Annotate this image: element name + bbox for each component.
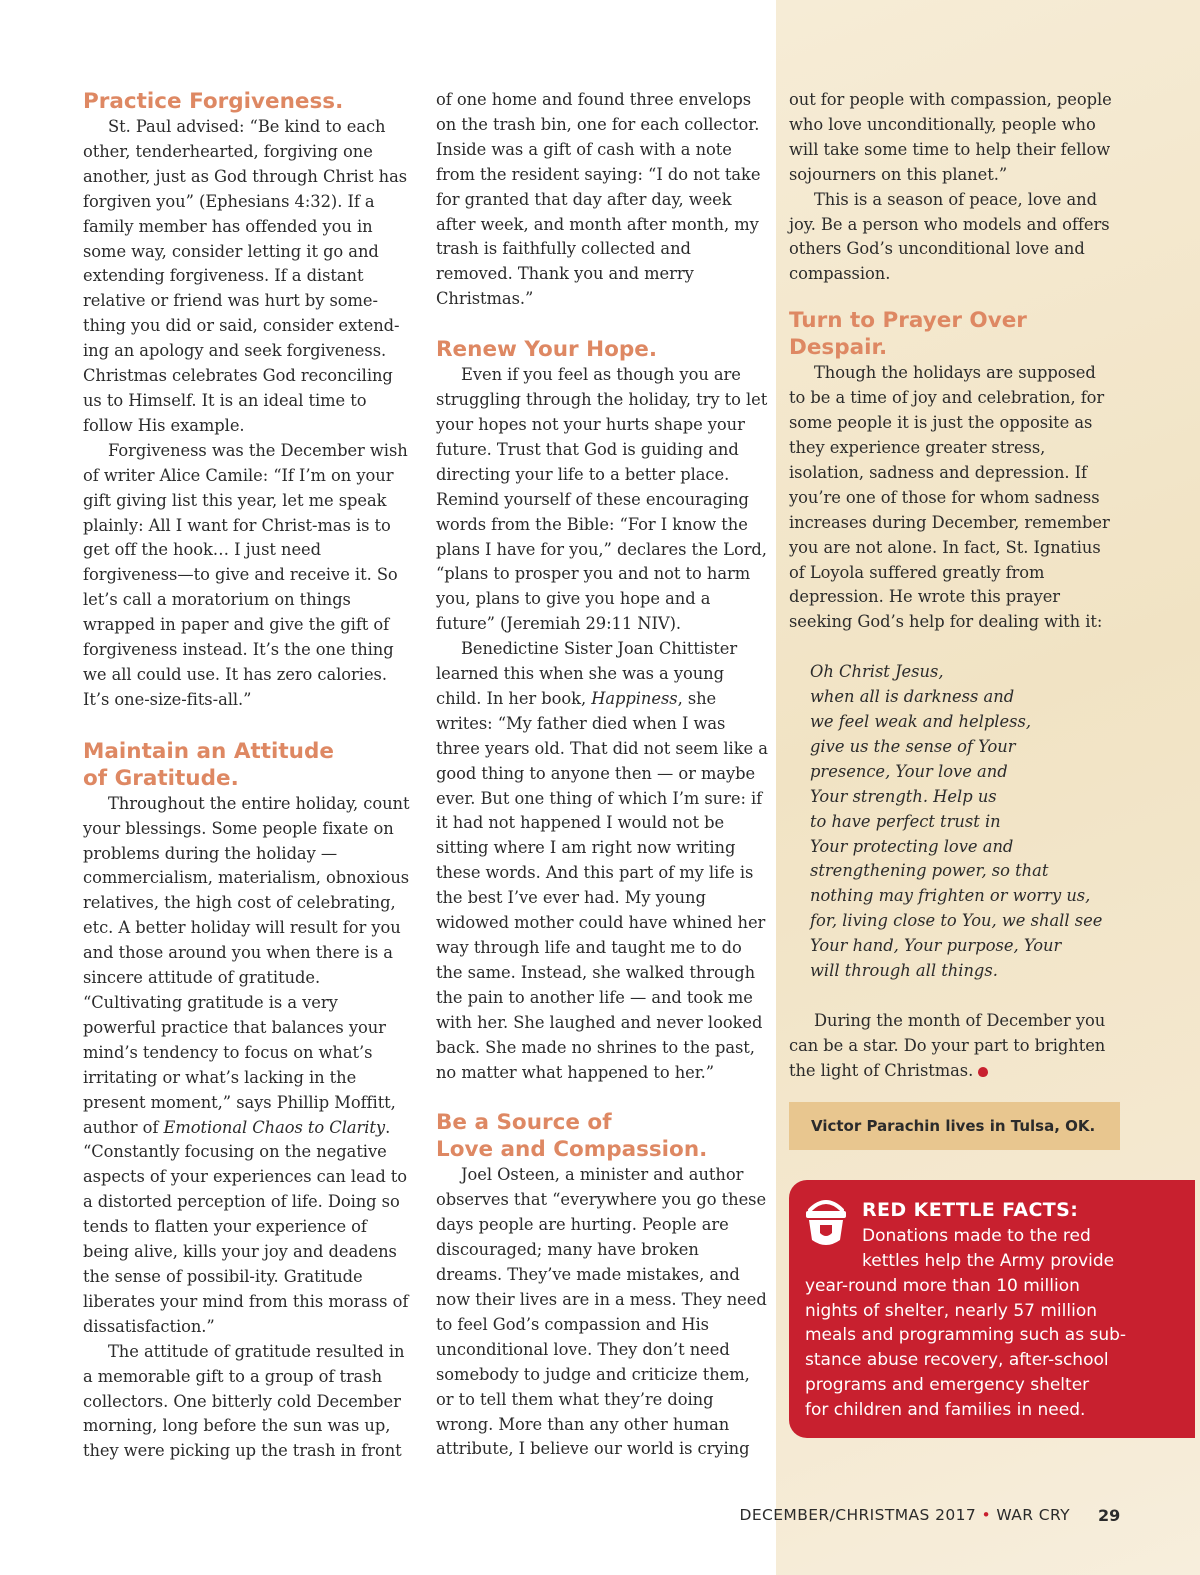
poem-line: when all is darkness and	[810, 687, 1015, 707]
magazine-name: WAR CRY	[996, 1506, 1070, 1524]
poem-line: Oh Christ Jesus,	[810, 662, 944, 682]
heading-renew-your-hope: Renew Your Hope.	[436, 337, 658, 363]
footer-issue	[739, 1506, 1070, 1524]
text-run: Benedictine Sister Joan Chittister learned this when she was a young child. In her book,	[436, 639, 738, 708]
red-kettle-icon	[804, 1196, 848, 1250]
bullet-separator: •	[981, 1506, 992, 1524]
paragraph	[83, 792, 413, 1340]
facts-line: Donations made to the red	[862, 1226, 1091, 1246]
page-footer	[0, 1506, 1200, 1530]
heading-source-of-love	[436, 1109, 768, 1163]
heading-line: of Gratitude.	[83, 765, 239, 791]
heading-line: Be a Source of	[436, 1110, 612, 1136]
poem-line: for, living close to You, we shall see	[810, 911, 1103, 931]
poem-line: nothing may frighten or worry us,	[810, 886, 1091, 906]
facts-line: year-round more than 10 million	[805, 1276, 1080, 1296]
poem-line: Your protecting love and	[810, 836, 1014, 856]
poem-line: presence, Your love and	[810, 761, 1008, 781]
poem-line: we feel weak and helpless,	[810, 712, 1032, 732]
heading-line: Love and Compassion.	[436, 1137, 708, 1163]
facts-title: RED KETTLE FACTS:	[862, 1199, 1079, 1221]
red-kettle-facts-box	[789, 1180, 1195, 1438]
poem-line: to have perfect trust in	[810, 811, 1001, 831]
book-title: Emotional Chaos to Clarity	[163, 1117, 386, 1137]
poem-line: will through all things.	[810, 961, 998, 981]
heading-line: Turn to Prayer Over	[789, 308, 1027, 334]
heading-line: Maintain an Attitude	[83, 738, 334, 764]
paragraph: This is a season of peace, love and joy. Be a person who models and offers others God’s unconditional love and compassion.	[789, 189, 1110, 284]
author-bio-bar	[789, 1102, 1120, 1150]
issue-date: DECEMBER/CHRISTMAS 2017	[739, 1506, 977, 1524]
prayer-poem	[789, 660, 1114, 984]
paragraph: Though the holidays are supposed to be a time of joy and celebration, for some people it is just the opposite as they experience greater stress, isolation, sadness and depression. If you’re one of those for whom sadness increases during December, remember you are not alone. In fact, St. Ignatius of Loyola suffered greatly from depression. He wrote this prayer seeking God’s help for dealing with it:	[789, 363, 1110, 632]
facts-line: programs and emergency shelter	[805, 1375, 1090, 1395]
paragraph: out for people with compassion, people who love unconditionally, people who will take some time to help their fellow sojourners on this planet.”	[789, 90, 1112, 184]
poem-line: give us the sense of Your	[810, 736, 1016, 756]
facts-line: for children and families in need.	[805, 1400, 1086, 1420]
heading-attitude-of-gratitude	[83, 738, 413, 792]
poem-line: strengthening power, so that	[810, 861, 1049, 881]
book-title: Happiness	[591, 688, 678, 708]
text-run: Throughout the entire holiday, count your blessings. Some people fixate on problems during the holiday — commercialism, materialism, obnoxious relatives, the high cost of celebrating, etc. A better holiday will result for you and those around you when there is a sincere attitude of gratitude. “Cultivating gratitude is a very powerful practice that balances your mind’s tendency to focus on what’s irritating or what’s lacking in the present moment,” says Phillip Moffitt, author of	[83, 793, 410, 1137]
facts-line: stance abuse recovery, after-school	[805, 1350, 1109, 1370]
facts-line: kettles help the Army provide	[862, 1251, 1115, 1271]
column-2	[436, 88, 768, 1462]
text-run: . “Constantly focusing on the negative aspects of your experiences can lead to a distorted perception of life. Doing so tends to flatten your experience of being alive, kills your joy and deadens the sense of possibil-ity. Gratitude liberates your mind from this morass of dissatisfaction.”	[83, 1117, 409, 1336]
column-3	[789, 88, 1114, 1084]
text-run: During the month of December you can be a star. Do your part to brighten the light of Christmas.	[789, 1011, 1106, 1080]
paragraph: St. Paul advised: “Be kind to each other, tenderhearted, forgiving one another, just as God through Christ has forgiven you” (Ephesians 4:32). If a family member has offended you in some way, consider letting it go and extending forgiveness. If a distant relative or friend was hurt by some-thing you did or said, consider extend-ing an apology and seek forgiveness. Christmas celebrates God reconciling us to Himself. It is an ideal time to follow His example.	[83, 117, 408, 435]
poem-line: Your hand, Your purpose, Your	[810, 936, 1062, 956]
page-number: 29	[1098, 1506, 1121, 1525]
text-run: , she writes: “My father died when I was three years old. That did not seem like a good thing to anyone then — or maybe ever. But one thing of which I’m sure: if it had not happened I would not be sitting where I am right now writing these words. And this part of my life is the best I’ve ever had. My young widowed mother could have whined her way through life and taught me to do the same. Instead, she walked through the pain to another life — and took me with her. She laughed and never looked back. She made no shrines to the past, no matter what happened to her.”	[436, 688, 768, 1082]
paragraph: Joel Osteen, a minister and author observes that “everywhere you go these days people are hurting. People are discouraged; many have broken dreams. They’ve made mistakes, and now their lives are in a mess. They need to feel God’s compassion and His unconditional love. They don’t need somebody to judge and criticize them, or to tell them what they’re doing wrong. More than any other human attribute, I believe our world is crying	[436, 1165, 767, 1459]
paragraph: of one home and found three envelops on the trash bin, one for each collector. Inside was a gift of cash with a note from the resident saying: “I do not take for granted that day after day, week after week, and month after month, my trash is faithfully collected and removed. Thank you and merry Christmas.”	[436, 90, 761, 309]
poem-line: Your strength. Help us	[810, 786, 997, 806]
paragraph	[436, 637, 768, 1085]
heading-line: Despair.	[789, 335, 888, 361]
paragraph: Even if you feel as though you are struggling through the holiday, try to let your hopes not your hurts shape your future. Trust that God is guiding and directing your life to a better place. Remind yourself of these encouraging words from the Bible: “For I know the plans I have for you,” declares the Lord, “plans to prosper you and not to harm you, plans to give you hope and a future” (Jeremiah 29:11 NIV).	[436, 365, 768, 634]
paragraph: Forgiveness was the December wish of writer Alice Camile: “If I’m on your gift giving list this year, let me speak plainly: All I want for Christ-mas is to get off the hook… I just need forgiveness—to give and receive it. So let’s call a moratorium on things wrapped in paper and give the gift of forgiveness instead. It’s the one thing we all could use. It has zero calories. It’s one-size-fits-all.”	[83, 440, 408, 709]
column-1	[83, 88, 413, 1464]
heading-prayer-over-despair	[789, 307, 1114, 361]
author-bio: Victor Parachin lives in Tulsa, OK.	[811, 1117, 1096, 1135]
paragraph: The attitude of gratitude resulted in a memorable gift to a group of trash collectors. One bitterly cold December morning, long before the sun was up, they were picking up the trash in front	[83, 1341, 405, 1461]
facts-line: nights of shelter, nearly 57 million	[805, 1301, 1098, 1321]
end-mark-shield-icon	[978, 1067, 988, 1077]
paragraph	[789, 1009, 1114, 1084]
heading-practice-forgiveness: Practice Forgiveness.	[83, 89, 344, 114]
facts-line: meals and programming such as sub-	[805, 1325, 1127, 1345]
